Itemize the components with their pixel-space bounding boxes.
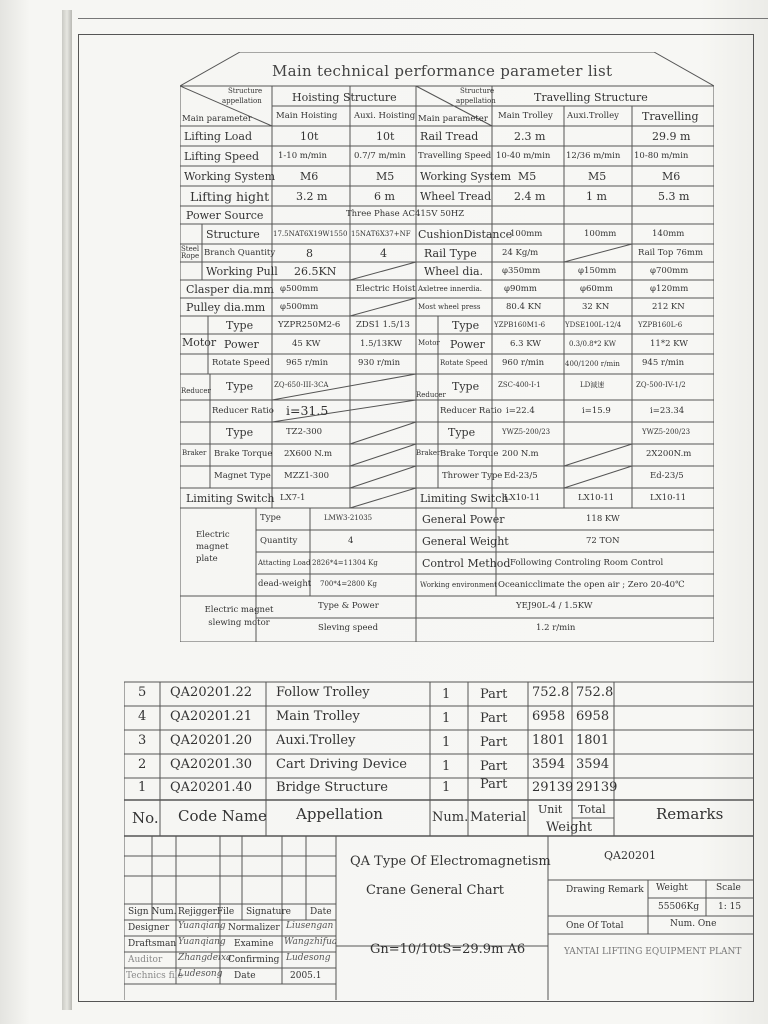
part-unit-weight: 3594 — [532, 757, 566, 772]
parts-header-total: Total — [578, 803, 606, 816]
braker-left-type-label: Type — [226, 426, 254, 439]
drawing-title-line1: QA Type Of Electromagnetism — [350, 854, 551, 869]
braker-right-thrower-travel: Ed-23/5 — [650, 471, 684, 481]
limiting-right-label: Limiting Switch — [420, 492, 509, 505]
reducer-right-type-main: ZSC-400-I-1 — [498, 381, 541, 389]
part-total-weight: 29139 — [576, 780, 618, 795]
wheel-dia-label: Wheel dia. — [424, 265, 484, 278]
rail-type-label: Rail Type — [424, 247, 477, 260]
reducer-right-type-label: Type — [452, 380, 480, 393]
part-name: Main Trolley — [276, 709, 360, 724]
general-power-label: General Power — [422, 513, 505, 526]
braker-right-torque-travel: 2X200N.m — [646, 449, 692, 459]
pulley-label: Pulley dia.mm — [186, 301, 266, 314]
working-system-right-auxi: M5 — [588, 170, 607, 183]
drawing-spec: Gn=10/10tS=29.9m A6 — [370, 942, 526, 957]
header-travelling-structure: Travelling Structure — [534, 91, 648, 104]
rail-type-travel: Rail Top 76mm — [638, 248, 704, 258]
part-unit-weight: 752.8 — [532, 685, 570, 700]
reducer-left-type-main: ZQ-650-III-3CA — [274, 381, 329, 389]
motor-right-power-label: Power — [450, 338, 485, 351]
part-code: QA20201.30 — [170, 757, 253, 772]
slewing-type-power-label: Type & Power — [318, 601, 379, 611]
reducer-left-ratio-main: i=31.5 — [286, 403, 329, 418]
wheel-dia-auxi: φ150mm — [578, 266, 617, 276]
part-name: Auxi.Trolley — [276, 733, 356, 748]
working-system-right-travel: M6 — [662, 170, 681, 183]
auditor-label: Auditor — [128, 955, 163, 965]
motor-right-power-auxi: 0.3/0.8*2 KW — [569, 340, 616, 348]
part-material: Part — [480, 735, 508, 750]
slewing-speed-label: Sleving speed — [318, 623, 379, 633]
parts-and-title-block — [124, 680, 754, 1000]
technics-label: Technics file — [126, 971, 183, 981]
axletree-travel: φ120mm — [650, 284, 689, 294]
motor-left-type-label: Type — [226, 319, 254, 332]
motor-left-type-main: YZPR250M2-6 — [278, 320, 341, 330]
pulley-main: φ500mm — [280, 302, 319, 312]
part-code: QA20201.40 — [170, 780, 253, 795]
lifting-hight-label: Lifting hight — [190, 189, 270, 204]
part-no: 4 — [138, 709, 147, 724]
magnet-attract-label: Attacting Load — [258, 559, 311, 567]
cushion-travel: 140mm — [652, 229, 685, 239]
wheel-dia-travel: φ700mm — [650, 266, 689, 276]
part-material: Part — [480, 711, 508, 726]
part-total-weight: 1801 — [576, 733, 610, 748]
rail-type-main: 24 Kg/m — [502, 248, 539, 258]
header-appellation-right: appellation — [456, 97, 496, 105]
header-auxi-trolley: Auxi.Trolley — [567, 111, 619, 121]
working-env-label: Working environment — [420, 581, 497, 589]
braker-left-torque-label: Brake Torque — [214, 449, 273, 459]
rope-branch-main: 8 — [306, 247, 313, 260]
braker-right-thrower-main: Ed-23/5 — [504, 471, 538, 481]
lifting-load-auxi: 10t — [376, 130, 395, 143]
header-appellation-left: appellation — [222, 97, 262, 105]
magnet-type-label: Type — [260, 513, 281, 523]
wheel-tread-travel: 5.3 m — [658, 190, 690, 203]
rope-branch-label: Branch Quantity — [204, 248, 276, 258]
table-title: Main technical performance parameter list — [272, 62, 613, 80]
wheel-tread-main: 2.4 m — [514, 190, 546, 203]
rope-branch-auxi: 4 — [380, 247, 387, 260]
lifting-speed-auxi: 0.7/7 m/min — [354, 151, 406, 161]
cushion-auxi: 100mm — [584, 229, 617, 239]
motor-left-type-auxi: ZDS1 1.5/13 — [356, 320, 410, 330]
braker-right-type-travel: YWZ5-200/23 — [642, 428, 691, 436]
reducer-right-type-travel: ZQ-500-IV-1/2 — [636, 381, 686, 389]
auditor-signature: Zhangdeixa — [178, 953, 232, 963]
examine-signature: Wangzhifua — [284, 937, 338, 947]
part-code: QA20201.21 — [170, 709, 253, 724]
part-material: Part — [480, 777, 508, 792]
rope-structure-auxi: 15NAT6X37+NF — [351, 230, 411, 238]
motor-right-type-label: Type — [452, 319, 480, 332]
header-main-parameter-left: Main parameter — [182, 114, 252, 124]
braker-right-torque-main: 200 N.m — [502, 449, 539, 459]
wheel-dia-main: φ350mm — [502, 266, 541, 276]
part-name: Cart Driving Device — [276, 757, 407, 772]
part-total-weight: 6958 — [576, 709, 610, 724]
reducer-right-ratio-label: Reducer Ratio — [440, 406, 502, 416]
part-total-weight: 752.8 — [576, 685, 614, 700]
part-num: 1 — [442, 780, 451, 795]
limiting-right-main: LX10-11 — [504, 493, 541, 503]
rope-pull-main: 26.5KN — [294, 265, 337, 278]
lifting-load-label: Lifting Load — [184, 130, 252, 143]
sign-num-label: Sign Num. — [128, 907, 177, 917]
part-num: 1 — [442, 759, 451, 774]
reducer-right-type-auxi: LD減速 — [580, 381, 605, 389]
part-material: Part — [480, 759, 508, 774]
designer-signature: Yuanqiang — [178, 921, 226, 931]
reducer-right-ratio-auxi: i=15.9 — [582, 406, 611, 416]
designer-label: Designer — [128, 923, 170, 933]
braker-left-group: Braker — [182, 449, 207, 457]
slewing-group: Electric magnet slewing motor — [204, 605, 274, 628]
part-unit-weight: 1801 — [532, 733, 566, 748]
normalizer-label: Normalizer — [228, 923, 280, 933]
parts-header-unit: Unit — [538, 803, 563, 816]
parts-header-num: Num. — [432, 810, 469, 825]
lifting-speed-label: Lifting Speed — [184, 150, 260, 163]
motor-right-speed-main: 960 r/min — [502, 358, 545, 368]
company-name: YANTAI LIFTING EQUIPMENT PLANT — [564, 947, 742, 957]
examine-label: Examine — [234, 939, 274, 949]
parts-header-code: Code Name — [178, 807, 267, 825]
motor-right-power-main: 6.3 KW — [510, 339, 542, 349]
clasper-main: φ500mm — [280, 284, 319, 294]
header-main-trolley: Main Trolley — [498, 111, 553, 121]
part-unit-weight: 6958 — [532, 709, 566, 724]
rope-structure-main: 17.5NAT6X19W1550 — [273, 230, 348, 238]
part-no: 5 — [138, 685, 147, 700]
part-num: 1 — [442, 711, 451, 726]
part-material: Part — [480, 687, 508, 702]
rail-tread-travel: 29.9 m — [652, 130, 691, 143]
reducer-right-group: Reducer — [416, 391, 446, 399]
axletree-main: φ90mm — [504, 284, 537, 294]
magnet-quantity-label: Quantity — [260, 536, 298, 546]
wheel-press-travel: 212 KN — [652, 302, 685, 312]
motor-right-speed-label: Rotate Speed — [440, 359, 488, 367]
parts-header-no: No. — [132, 809, 159, 827]
part-code: QA20201.22 — [170, 685, 253, 700]
axletree-auxi: φ60mm — [580, 284, 613, 294]
parts-header-remarks: Remarks — [656, 805, 724, 823]
travelling-speed-label: Travelling Speed — [418, 151, 492, 161]
header-main-parameter-right: Main parameter — [418, 114, 488, 124]
motor-left-power-label: Power — [224, 338, 259, 351]
braker-right-type-main: YWZ5-200/23 — [502, 428, 551, 436]
lifting-hight-main: 3.2 m — [296, 190, 328, 203]
part-no: 2 — [138, 757, 147, 772]
header-auxi-hoisting: Auxi. Hoisting — [354, 111, 416, 121]
binding-edge — [62, 10, 72, 1010]
working-system-right-main: M5 — [518, 170, 537, 183]
limiting-left-label: Limiting Switch — [186, 492, 275, 505]
limiting-right-travel: LX10-11 — [650, 493, 687, 503]
one-of-total: One Of Total — [566, 921, 624, 931]
braker-left-magnet-main: MZZ1-300 — [284, 471, 330, 481]
motor-right-type-auxi: YDSE100L-12/4 — [565, 321, 622, 329]
steel-rope-group: Steel Rope — [181, 245, 200, 260]
reducer-left-group: Reducer — [181, 387, 211, 395]
part-name: Follow Trolley — [276, 685, 370, 700]
header-structure-right: Structure — [460, 87, 495, 95]
motor-left-speed-label: Rotate Speed — [212, 358, 270, 368]
rail-tread-label: Rail Tread — [420, 130, 479, 143]
wheel-tread-label: Wheel Tread — [420, 190, 492, 203]
magnet-dead-value: 700*4=2800 Kg — [320, 580, 377, 588]
clasper-label: Clasper dia.mm — [186, 283, 274, 296]
num-one: Num. One — [670, 919, 717, 929]
weight-value: 55506Kg — [658, 902, 700, 912]
scale-value: 1: 15 — [718, 902, 742, 912]
part-no: 3 — [138, 733, 147, 748]
drawing-remark-label: Drawing Remark — [566, 885, 644, 895]
reducer-right-ratio-main: i=22.4 — [506, 406, 535, 416]
braker-right-thrower-label: Thrower Type — [442, 471, 503, 481]
motor-left-power-main: 45 KW — [292, 339, 321, 349]
magnet-quantity-value: 4 — [348, 536, 354, 546]
working-system-left-main: M6 — [300, 170, 319, 183]
slewing-type-power-value: YEJ90L-4 / 1.5KW — [516, 601, 593, 611]
limiting-right-auxi: LX10-11 — [578, 493, 615, 503]
drawing-title-line2: Crane General Chart — [366, 883, 505, 898]
motor-right-type-main: YZPB160M1-6 — [494, 321, 546, 329]
braker-right-torque-label: Brake Torque — [440, 449, 499, 459]
reducer-right-ratio-travel: i=23.34 — [650, 406, 685, 416]
part-no: 1 — [138, 780, 147, 795]
part-name: Bridge Structure — [276, 780, 388, 795]
confirm-signature: Ludesong — [286, 953, 331, 963]
motor-left-speed-auxi: 930 r/min — [358, 358, 401, 368]
part-unit-weight: 29139 — [532, 780, 574, 795]
motor-right-power-travel: 11*2 KW — [650, 339, 688, 349]
scale-label: Scale — [716, 883, 741, 893]
parts-header-material: Material — [470, 810, 527, 825]
braker-right-type-label: Type — [448, 426, 476, 439]
magnet-type-value: LMW3-21035 — [324, 514, 373, 522]
limiting-left-main: LX7-1 — [280, 493, 306, 503]
motor-left-power-auxi: 1.5/13KW — [360, 339, 402, 349]
part-num: 1 — [442, 735, 451, 750]
date-label: Date — [310, 907, 332, 917]
control-method-value: Following Controling Room Control — [510, 558, 664, 568]
confirm-label: Confirming — [228, 955, 280, 965]
magnet-dead-label: dead-weight — [258, 579, 312, 589]
travelling-speed-auxi: 12/36 m/min — [566, 151, 621, 161]
cushion-label: CushionDistance — [418, 228, 513, 241]
weight-label: Weight — [656, 883, 688, 893]
header-travelling: Travelling — [642, 110, 699, 123]
travelling-speed-main: 10-40 m/min — [496, 151, 551, 161]
header-main-hoisting: Main Hoisting — [276, 111, 338, 121]
braker-left-magnet-label: Magnet Type — [214, 471, 271, 481]
wheel-press-main: 80.4 KN — [506, 302, 542, 312]
braker-left-type-main: TZ2-300 — [286, 427, 323, 437]
working-env-value: Oceanicclimate the open air ; Zero 20-40℃ — [498, 580, 685, 590]
wheel-tread-auxi: 1 m — [586, 190, 607, 203]
date-value: 2005.1 — [290, 971, 322, 981]
part-total-weight: 3594 — [576, 757, 610, 772]
power-source-value: Three Phase AC415V 50HZ — [346, 209, 465, 219]
parameter-table — [180, 52, 714, 642]
clasper-auxi: Electric Hoist — [356, 284, 416, 294]
draftsman-signature: Yuanqiang — [178, 937, 226, 947]
parts-header-weight: Weight — [546, 820, 593, 835]
reducer-left-type-label: Type — [226, 380, 254, 393]
general-weight-label: General Weight — [422, 535, 509, 548]
motor-left-speed-main: 965 r/min — [286, 358, 329, 368]
header-structure-left: Structure — [228, 87, 263, 95]
part-num: 1 — [442, 687, 451, 702]
drawing-number: QA20201 — [604, 849, 656, 862]
header-hoisting-structure: Hoisting Structure — [292, 91, 397, 104]
parts-header-appellation: Appellation — [296, 805, 383, 823]
lifting-hight-auxi: 6 m — [374, 190, 395, 203]
rope-pull-label: Working Pull — [206, 265, 278, 278]
part-code: QA20201.20 — [170, 733, 253, 748]
motor-right-speed-travel: 945 r/min — [642, 358, 685, 368]
top-margin-line — [78, 18, 768, 19]
working-system-right-label: Working System — [420, 170, 512, 183]
wheel-press-label: Most wheel press — [418, 303, 481, 311]
braker-left-torque-main: 2X600 N.m — [284, 449, 333, 459]
rejigger-label: RejiggerFile — [178, 907, 235, 917]
rope-structure-label: Structure — [206, 228, 260, 241]
motor-left-group: Motor — [182, 336, 217, 349]
reducer-left-ratio-label: Reducer Ratio — [212, 406, 274, 416]
motor-right-group: Motor — [418, 339, 440, 347]
motor-right-speed-auxi: 400/1200 r/min — [565, 360, 620, 368]
date2-label: Date — [234, 971, 256, 981]
control-method-label: Control Method — [422, 557, 511, 570]
magnet-attract-value: 2826*4=11304 Kg — [312, 559, 378, 567]
working-system-left-auxi: M5 — [376, 170, 395, 183]
braker-right-group: Braker — [416, 449, 441, 457]
slewing-speed-value: 1.2 r/min — [536, 623, 576, 633]
motor-right-type-travel: YZPB160L-6 — [638, 321, 683, 329]
power-source-label: Power Source — [186, 209, 264, 222]
general-power-value: 118 KW — [586, 514, 620, 524]
general-weight-value: 72 TON — [586, 536, 620, 546]
lifting-load-main: 10t — [300, 130, 319, 143]
lifting-speed-main: 1-10 m/min — [278, 151, 327, 161]
technics-signature: Ludesong — [178, 969, 223, 979]
rail-tread-main: 2.3 m — [514, 130, 546, 143]
magnet-plate-group: Electric magnet plate — [196, 530, 230, 564]
axletree-label: Axletree innerdia. — [418, 285, 482, 293]
travelling-speed-travel: 10-80 m/min — [634, 151, 689, 161]
wheel-press-auxi: 32 KN — [582, 302, 610, 312]
working-system-left-label: Working System — [184, 170, 276, 183]
cushion-main: 100mm — [510, 229, 543, 239]
signature-label: Signature — [246, 907, 292, 917]
normalizer-signature: Liusengan — [286, 921, 334, 931]
draftsman-label: Draftsman — [128, 939, 177, 949]
